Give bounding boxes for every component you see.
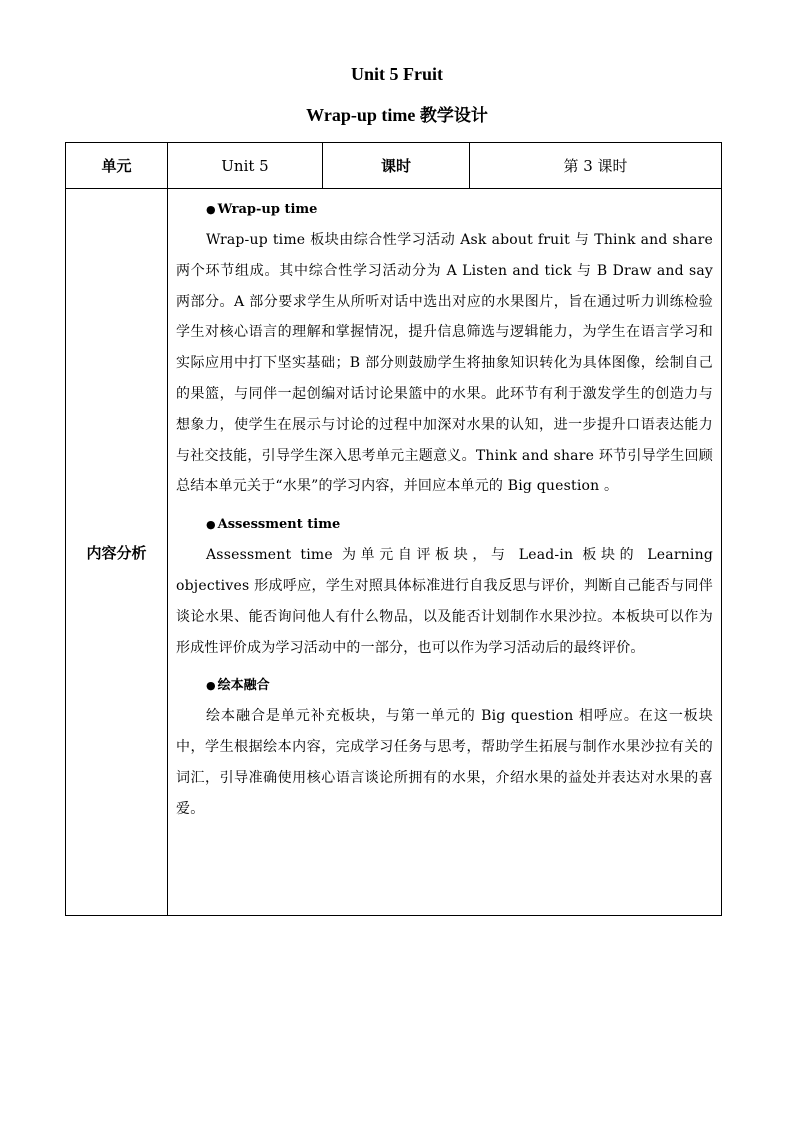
section-text-assessment: Assessment time 为单元自评板块，与 Lead-in 板块的 Learning objectives 形成呼应，学生对照具体标准进行自我反思与评价，判断自己能否与同伴谈论水果、能否询问他人有什么物品，以及能否计划制作水果沙拉。本板块可以作为形成性评价成为学习活动中的一部分，也可以作为学习活动后的最终评价。 <box>176 547 713 656</box>
lesson-label-cell: 课时 <box>323 143 470 189</box>
analysis-label-cell: 内容分析 <box>66 189 168 916</box>
document-title: Unit 5 Fruit <box>351 64 443 84</box>
section-heading-wrapup: ● Wrap-up time <box>206 202 318 217</box>
section-heading-picture-book: ● 绘本融合 <box>206 678 270 694</box>
section-text-wrapup: Wrap-up time 板块由综合性学习活动 Ask about fruit 与 Think and share 两个环节组成。其中综合性学习活动分为 A Listen and tick 与 B Draw and say 两部分。A 部分要求学生从所听对话中选出对应的水果图片，旨在通过听力训练检验学生对核心语言的理解和掌握情况，提升信息筛选与逻辑能力，为学生在语言学习和实际应用中打下坚实基础；B 部分则鼓励学生将抽象知识转化为具体图像，绘制自己的果篮，与同伴一起创编对话讨论果篮中的水果。此环节有利于激发学生的创造力与想象力，使学生在展示与讨论的过程中加深对水果的认知，进一步提升口语表达能力与社交技能，引导学生深入思考单元主题意义。Think and share 环节引导学生回顾总结本单元关于“水果”的学习内容，并回应本单元的 Big question 。 <box>176 232 713 495</box>
bullet-icon: ● <box>206 679 216 693</box>
lesson-design-table <box>65 142 722 916</box>
bullet-icon: ● <box>206 203 216 216</box>
section-text-picture-book: 绘本融合是单元补充板块，与第一单元的 Big question 相呼应。在这一板块中，学生根据绘本内容，完成学习任务与思考，帮助学生拓展与制作水果沙拉有关的词汇，引导准确使用核心语言谈论所拥有的水果，介绍水果的益处并表达对水果的喜爱。 <box>176 708 713 817</box>
bullet-icon: ● <box>206 518 216 532</box>
analysis-content-cell <box>168 189 722 916</box>
analysis-row <box>66 189 722 916</box>
document-subtitle <box>0 101 794 126</box>
info-row <box>66 143 722 189</box>
unit-value-cell: Unit 5 <box>168 143 323 189</box>
subtitle-chinese: 教学设计 <box>419 106 488 126</box>
subtitle-english: Wrap-up time <box>306 105 420 125</box>
lesson-value-cell: 第 3 课时 <box>470 143 722 189</box>
section-heading-assessment: ● Assessment time <box>206 517 341 533</box>
unit-label-cell: 单元 <box>66 143 168 189</box>
